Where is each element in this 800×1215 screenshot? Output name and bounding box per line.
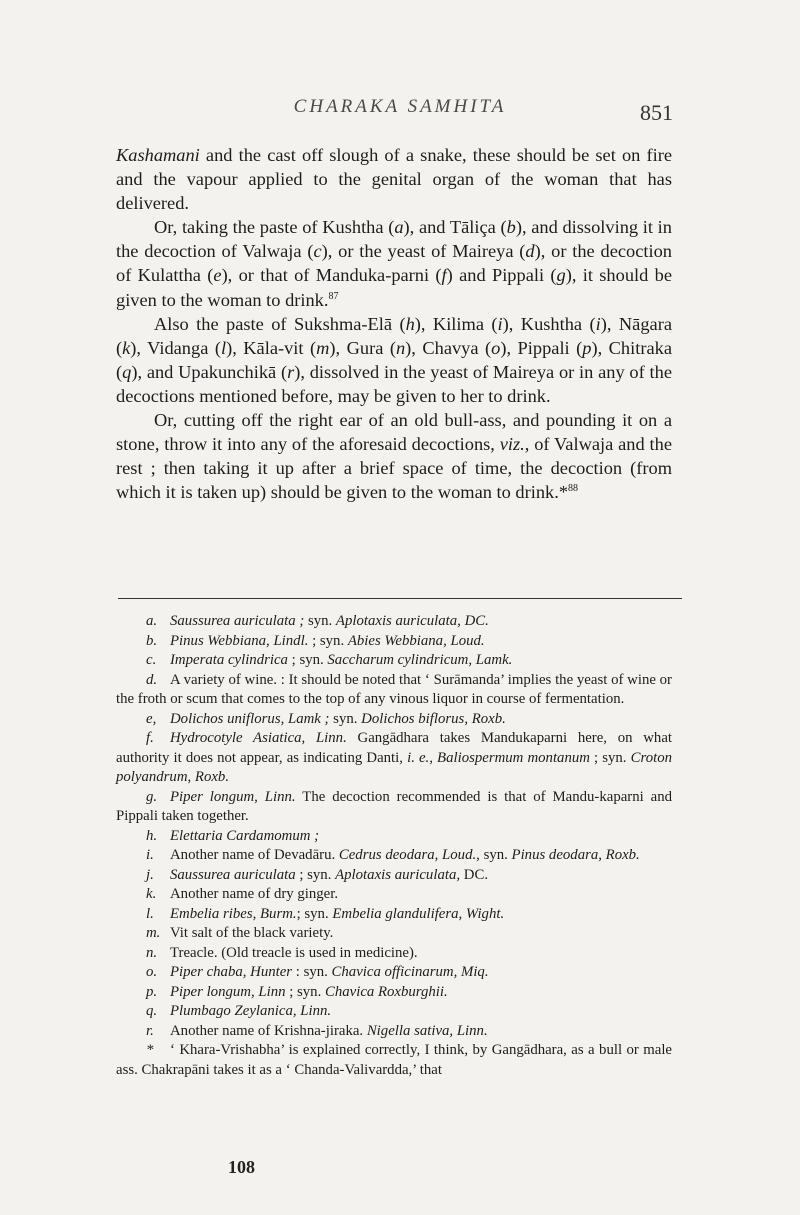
text-run: Also the paste of Sukshma-Elā ( [154, 313, 406, 334]
footnote-label: b. [146, 632, 158, 649]
paragraph-4 [116, 408, 672, 504]
footnote-label: f. [146, 730, 154, 746]
footnote-text: : syn. [292, 964, 332, 980]
text-run: ), Vidanga ( [130, 337, 221, 358]
footnote [116, 1022, 672, 1042]
footnote [116, 788, 672, 827]
footnote-italic-text: Aplotaxis auriculata, [335, 866, 461, 883]
footnote-label: g. [146, 788, 158, 805]
footnotes [116, 612, 672, 1080]
footnote-italic-text: Saussurea auriculata ; [170, 613, 305, 629]
note-reference: 87 [328, 290, 339, 302]
footnote-text: Another name of Devadāru. [170, 847, 339, 863]
footnote [116, 651, 672, 671]
footnote-italic-text: Chavica Roxburghii. [324, 983, 448, 1000]
text-run: ), Kushtha ( [502, 313, 596, 334]
footnote-italic-text: Embelia ribes, Burm. [170, 905, 297, 922]
footnote-label: i. [146, 847, 154, 863]
italic-text: a [394, 217, 404, 238]
paragraph-1 [116, 143, 672, 215]
italic-text: e [213, 265, 222, 286]
footnote-italic-text: Saussurea auriculata [170, 866, 296, 883]
text-run: ), Chavya ( [405, 337, 492, 358]
footnote [116, 1041, 672, 1080]
italic-text: k [122, 337, 131, 358]
italic-text: Kashamani [116, 145, 200, 165]
text-run: ), Pippali ( [500, 337, 583, 358]
footnote-italic-text: Imperata cylindrica [170, 652, 288, 668]
footnote-label: r. [146, 1022, 154, 1039]
text-run: ), Kāla-vit ( [226, 337, 317, 358]
italic-text: r [287, 361, 295, 382]
footnote-label: l. [146, 905, 154, 922]
footnote-italic-text: Aplotaxis auriculata, DC. [335, 613, 489, 629]
footnote-italic-text: Cedrus deodara, Loud., [338, 847, 480, 863]
footnote-italic-text: Chavica officinarum, Miq. [331, 964, 489, 980]
footnote-text: A variety of wine. : It should be noted that ‘ Surāmanda’ implies the yeast of wine or the froth or scum that comes to the top of any vinous liquor in course of fermentation. [116, 671, 672, 707]
italic-text: c [313, 241, 322, 262]
footnote-text: syn. [479, 847, 512, 863]
footnote-text: ; syn. [295, 866, 336, 883]
footnote [116, 1002, 672, 1022]
footnote-label: p. [146, 983, 158, 1000]
italic-text: i [497, 313, 503, 334]
footnote-label: k. [146, 886, 157, 902]
main-text [116, 143, 672, 504]
running-head: CHARAKA SAMHITA [293, 96, 507, 117]
footnote-italic-text: Dolichos biflorus, Roxb. [361, 710, 506, 727]
text-run: ), or the yeast of Maireya ( [321, 241, 526, 262]
text-run: ), Kilima ( [414, 313, 498, 334]
footnote-italic-text: Embelia glandulifera, Wight. [332, 905, 505, 922]
footnote [116, 671, 672, 710]
footnote [116, 827, 672, 847]
paragraph-2 [116, 215, 672, 311]
footnote-italic-text: i. e., Baliospermum montanum [407, 749, 590, 766]
footnote-italic-text: Plumbago Zeylanica, Linn. [170, 1003, 332, 1019]
footnote [116, 866, 672, 886]
footnote [116, 729, 672, 788]
signature-mark: 108 [228, 1157, 255, 1177]
footnote-label: n. [146, 944, 158, 961]
footnote-italic-text: Dolichos uniflorus, Lamk ; [170, 710, 330, 727]
footnote [116, 944, 672, 964]
text-run: ), and Tāliça ( [403, 217, 507, 238]
footnote-text: ; syn. [287, 652, 328, 668]
italic-text: l [220, 337, 227, 358]
footnote-label: * [146, 1042, 154, 1058]
footnote-label: j. [146, 866, 154, 883]
footnote-label: h. [146, 827, 158, 844]
italic-text: n [395, 337, 406, 358]
footnote-label: a. [146, 613, 158, 629]
footnote-text: Gangādhara takes Mandukaparni here, on what authority it does not appear, as indicating Danti, [116, 730, 672, 766]
footnote [116, 924, 672, 944]
footnote [116, 885, 672, 905]
text-run: ), dissolved in the yeast of Maireya or in any of the decoctions mentioned before, may be given to her to drink. [116, 361, 672, 406]
footnote [116, 905, 672, 925]
note-reference: 88 [568, 483, 579, 495]
footnote-italic-text: Piper chaba, Hunter [170, 964, 293, 980]
footnote-text: Another name of Krishna-jiraka. [170, 1022, 367, 1039]
footnote-text: syn. [304, 613, 336, 629]
footnote [116, 963, 672, 983]
footnote-italic-text: Croton polyandrum, Roxb. [116, 749, 672, 785]
italic-text: viz. [499, 434, 525, 455]
footnote [116, 983, 672, 1003]
footnote-italic-text: Elettaria Cardamomum ; [170, 827, 320, 844]
footnote-rule [118, 598, 682, 599]
italic-text: i [595, 313, 601, 334]
paragraph-3 [116, 312, 672, 408]
footnote-text: DC. [460, 866, 489, 883]
footnote-text: syn. [329, 710, 362, 727]
footnote-text: ; syn. [296, 905, 333, 922]
italic-text: h [405, 313, 415, 334]
text-run: and the cast off slough of a snake, these should be set on fire and the vapour applied to the genital organ of the woman that has delivered. [116, 145, 672, 214]
text-run: ) and Pippali ( [446, 265, 557, 286]
footnote-text: ; syn. [285, 983, 325, 1000]
footnote-label: m. [146, 925, 161, 941]
italic-text: g [556, 265, 566, 286]
footnote-italic-text: Pinus Webbiana, Lindl. [170, 632, 309, 649]
footnote-label: q. [146, 1003, 158, 1019]
footnote-italic-text: Piper longum, Linn [170, 983, 286, 1000]
footnote-text: Treacle. (Old treacle is used in medicine). [170, 944, 418, 961]
footnote-label: e, [146, 710, 157, 727]
text-run: ), it should be given to the woman to drink. [116, 265, 672, 310]
footnote-label: c. [146, 652, 157, 668]
footnote-text: ; syn. [589, 749, 631, 766]
footnote-italic-text: Piper longum, Linn. [170, 788, 296, 805]
italic-text: o [491, 337, 501, 358]
text-run: Or, cutting off the right ear of an old bull-ass, and pounding it on a stone, throw it into any of the aforesaid decoctions, [116, 410, 672, 455]
footnote-label: d. [146, 671, 158, 688]
text-run: Or, taking the paste of Kushtha ( [154, 217, 395, 238]
italic-text: b [506, 217, 516, 238]
text-run: ), or that of Manduka-parni ( [221, 265, 442, 286]
footnote-text: ‘ Khara-Vrishabha’ is explained correctly, I think, by Gangādhara, as a bull or male ass. Chakrapāni takes it as a ‘ Chanda-Valivardda,’ that [116, 1042, 672, 1078]
footnote-italic-text: Pinus deodara, Roxb. [511, 847, 640, 863]
footnote [116, 710, 672, 730]
text-run: ), Gura ( [329, 337, 396, 358]
text-run: ), and Upakunchikā ( [131, 361, 288, 382]
italic-text: p [582, 337, 592, 358]
italic-text: q [122, 361, 132, 382]
italic-text: m [316, 337, 330, 358]
footnote-text: The decoction recommended is that of Mandu-kaparni and Pippali taken together. [116, 788, 673, 824]
page-number: 851 [640, 100, 673, 125]
footnote [116, 846, 672, 866]
text-run: ), Chitraka ( [116, 337, 672, 382]
text-run: , of Valwaja and the rest ; then taking it up after a brief space of time, the decoction (from which it is taken up) should be given to the woman to drink.* [116, 434, 672, 503]
text-run: ), Nāgara ( [116, 313, 672, 358]
italic-text: d [525, 241, 535, 262]
footnote-text: Another name of dry ginger. [170, 886, 339, 902]
footnote-italic-text: Nigella sativa, Linn. [366, 1022, 488, 1039]
footnote-label: o. [146, 964, 158, 980]
footnote-text: Vit salt of the black variety. [170, 925, 334, 941]
text-run: ), and dissolving it in the decoction of Valwaja ( [116, 217, 672, 262]
footnote-italic-text: Hydrocotyle Asiatica, Linn. [170, 730, 347, 746]
footnote-italic-text: Saccharum cylindricum, Lamk. [327, 652, 513, 668]
footnote [116, 612, 672, 632]
footnote [116, 632, 672, 652]
text-run: ), or the decoction of Kulattha ( [116, 241, 672, 286]
italic-text: f [441, 265, 447, 286]
footnote-italic-text: Abies Webbiana, Loud. [347, 632, 485, 649]
footnote-text: ; syn. [308, 632, 348, 649]
